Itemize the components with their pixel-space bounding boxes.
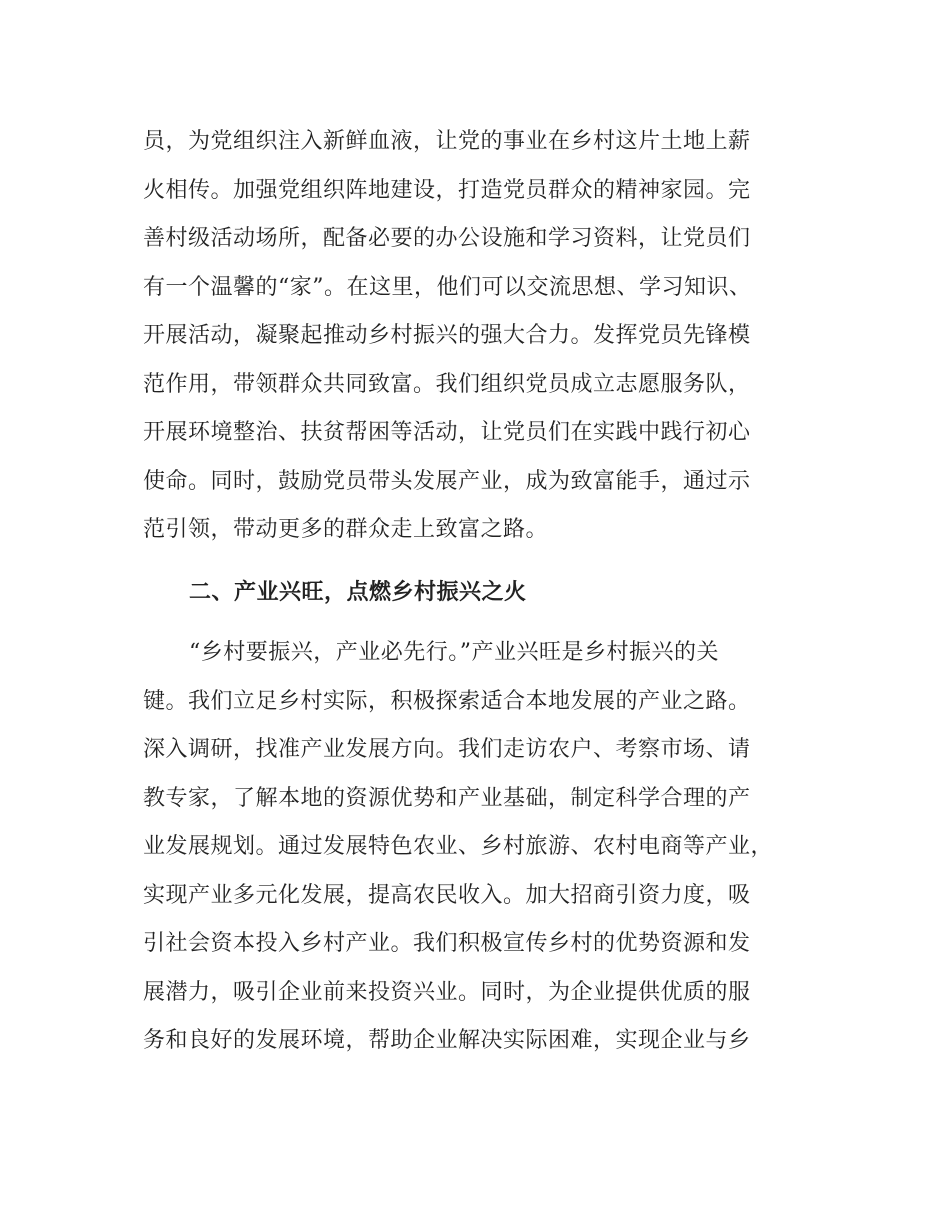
paragraph-line: 员，为党组织注入新鲜血液，让党的事业在乡村这片土地上薪	[143, 129, 751, 154]
paragraph-line: 教专家，了解本地的资源优势和产业基础，制定科学合理的产	[143, 785, 751, 811]
document-body	[143, 118, 823, 1066]
paragraph-line: “乡村要振兴，产业必先行。”产业兴旺是乡村振兴的关	[189, 640, 719, 665]
paragraph-line: 火相传。加强党组织阵地建设，打造党员群众的精神家园。完	[143, 177, 751, 203]
paragraph-line: 范引领，带动更多的群众走上致富之路。	[143, 517, 549, 542]
paragraph-line: 有一个温馨的“家”。在这里，他们可以交流思想、学习知识、	[143, 274, 752, 300]
paragraph-2	[143, 629, 823, 1066]
paragraph-line: 善村级活动场所，配备必要的办公设施和学习资料，让党员们	[143, 226, 751, 251]
paragraph-line: 引社会资本投入乡村产业。我们积极宣传乡村的优势资源和发	[143, 931, 751, 956]
paragraph-line: 开展活动，凝聚起推动乡村振兴的强大合力。发挥党员先锋模	[143, 323, 751, 348]
paragraph-line: 开展环境整治、扶贫帮困等活动，让党员们在实践中践行初心	[143, 420, 751, 445]
paragraph-line: 使命。同时，鼓励党员带头发展产业，成为致富能手，通过示	[143, 468, 751, 494]
paragraph-line: 业发展规划。通过发展特色农业、乡村旅游、农村电商等产业，	[143, 834, 774, 859]
paragraph-line: 深入调研，找准产业发展方向。我们走访农户、考察市场、请	[143, 737, 751, 762]
paragraph-line: 展潜力，吸引企业前来投资兴业。同时，为企业提供优质的服	[143, 979, 751, 1005]
paragraph-1	[143, 118, 823, 555]
section-heading: 二、产业兴旺，点燃乡村振兴之火	[189, 579, 527, 605]
paragraph-line: 务和良好的发展环境，帮助企业解决实际困难，实现企业与乡	[143, 1028, 751, 1053]
paragraph-line: 键。我们立足乡村实际，积极探索适合本地发展的产业之路。	[143, 688, 751, 714]
paragraph-line: 实现产业多元化发展，提高农民收入。加大招商引资力度，吸	[143, 882, 751, 908]
paragraph-line: 范作用，带领群众共同致富。我们组织党员成立志愿服务队，	[143, 371, 751, 397]
